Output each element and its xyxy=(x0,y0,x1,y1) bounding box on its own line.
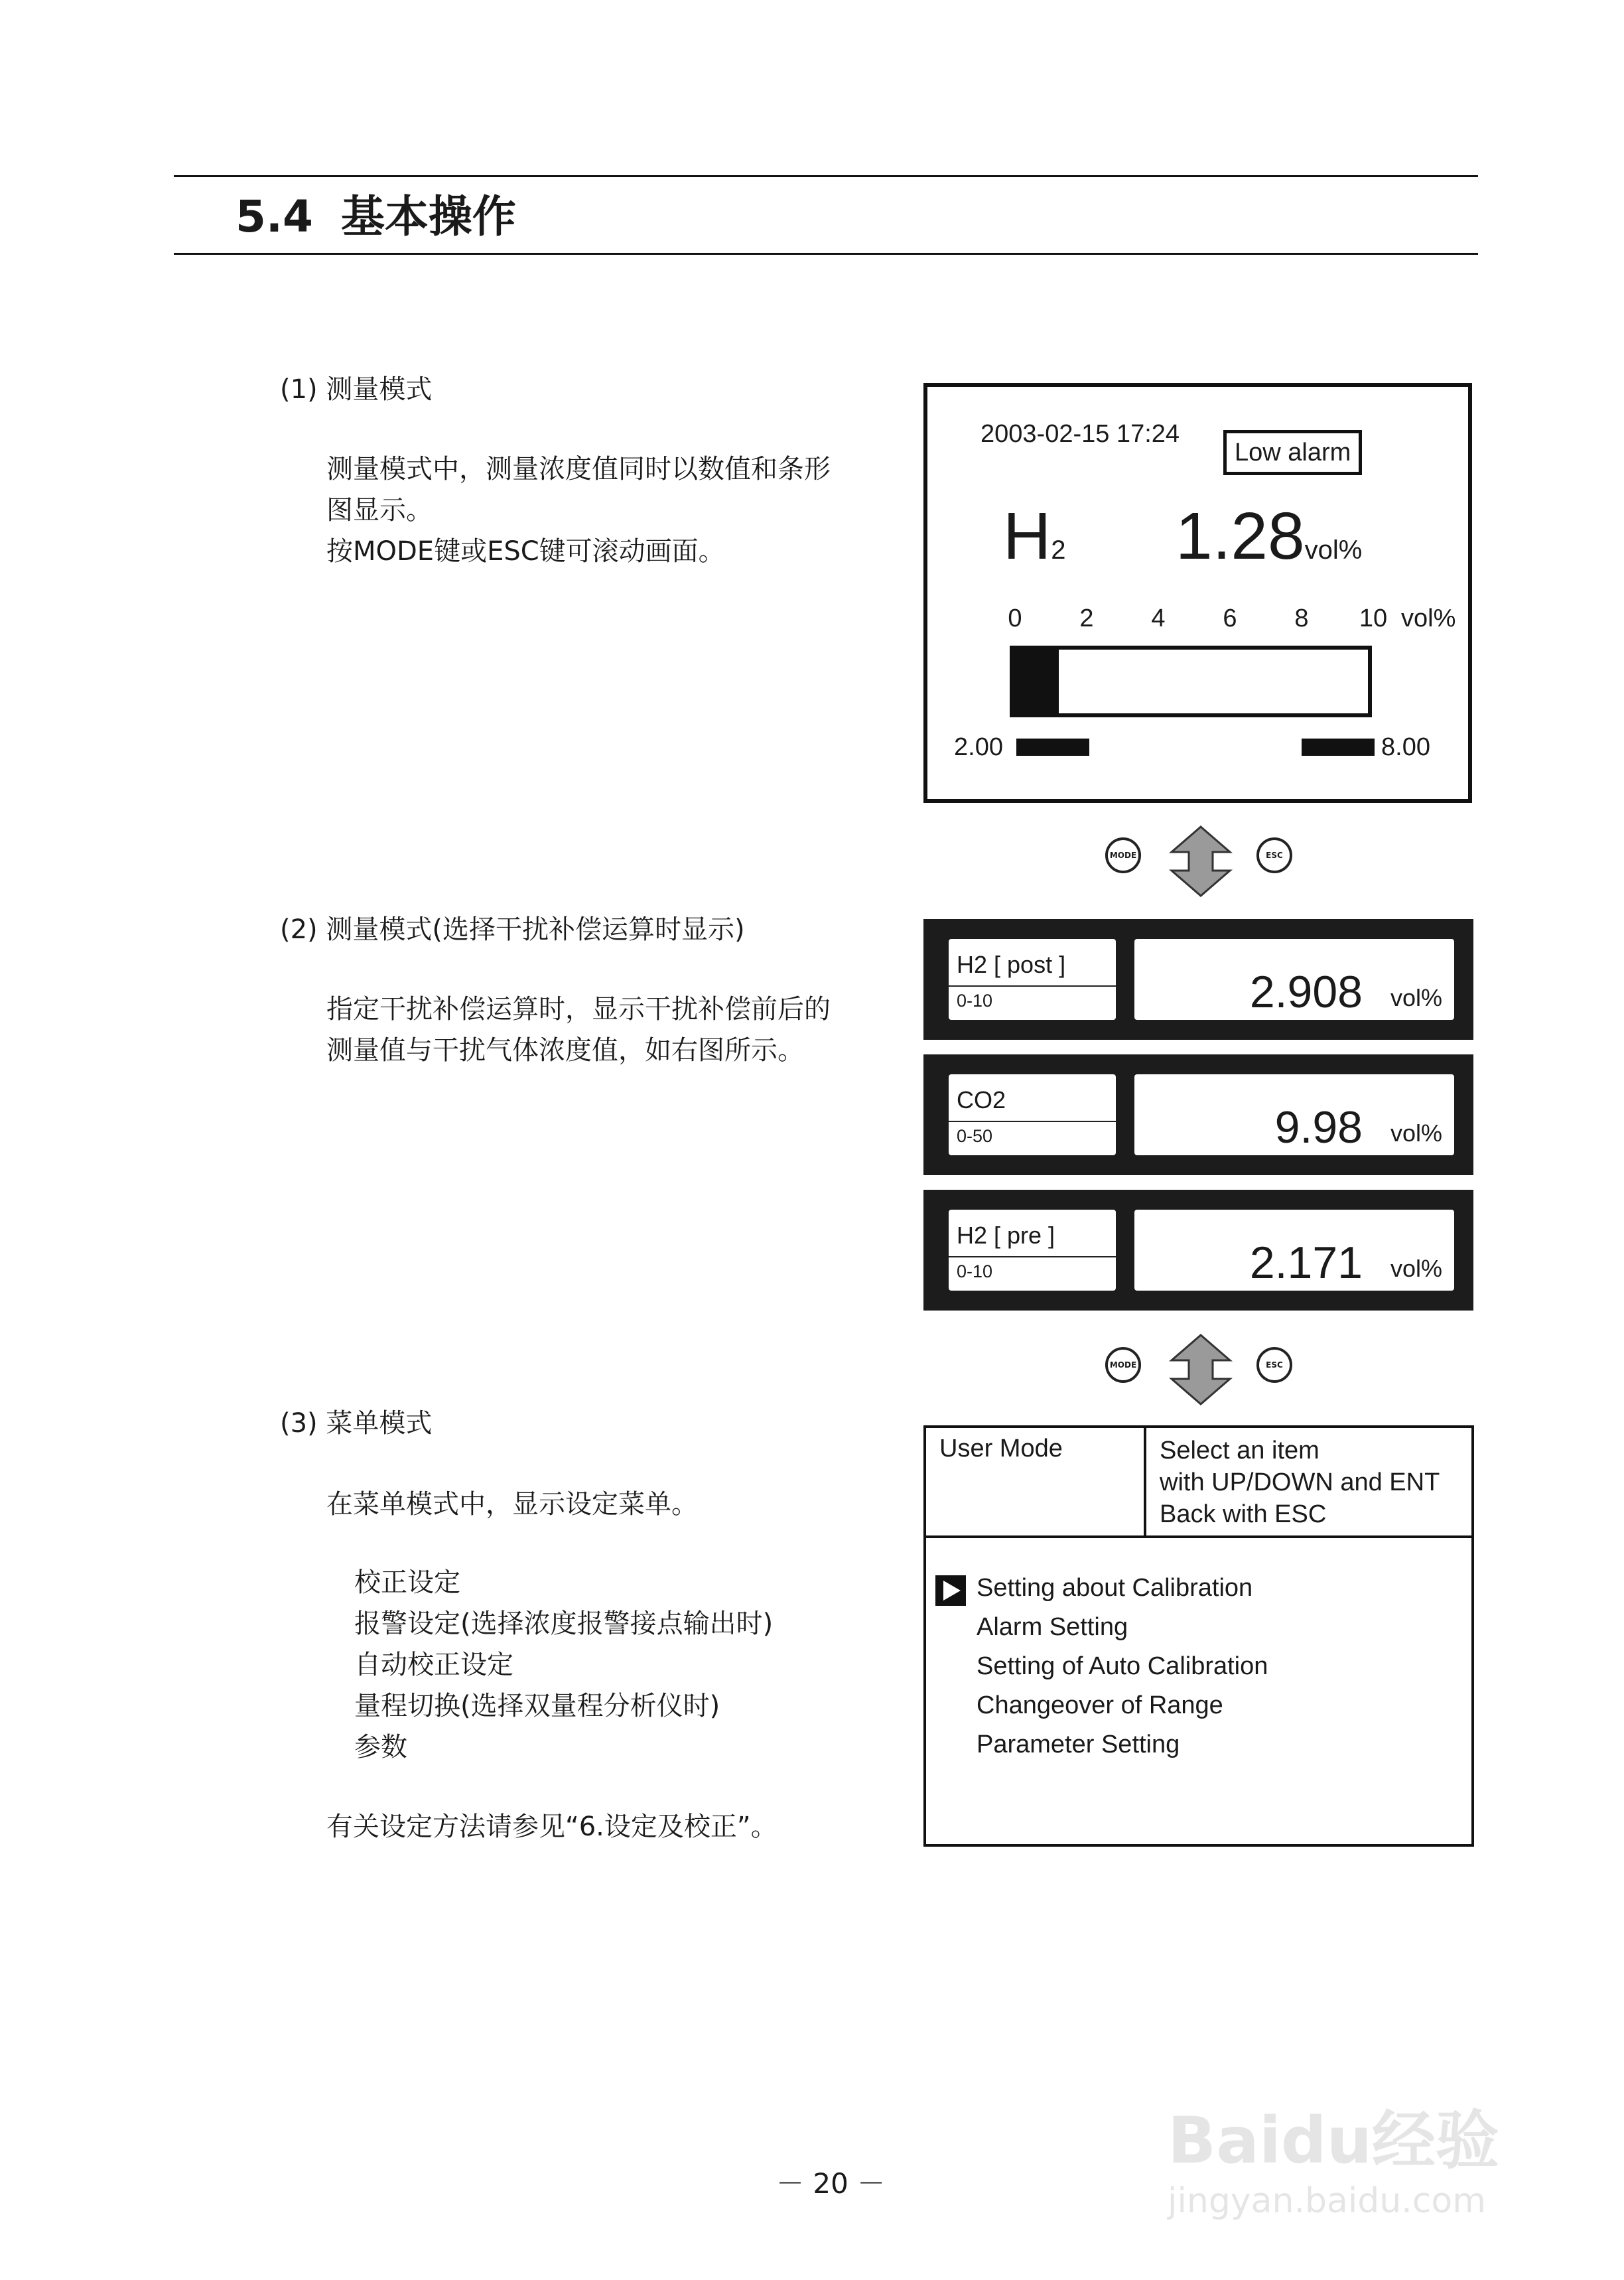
channel-panel-h2-pre xyxy=(923,1190,1473,1311)
scale-tick-label: 0 xyxy=(1008,605,1022,632)
scale-tick-label: 6 xyxy=(1223,605,1237,632)
section-3-intro: 在菜单模式中，显示设定菜单。 xyxy=(326,1489,698,1520)
divider xyxy=(949,985,1116,987)
channel-unit: vol% xyxy=(1390,1255,1442,1282)
header-bottom-rule xyxy=(174,253,1478,255)
section-3-item-list xyxy=(354,1562,773,1768)
esc-button[interactable]: ESC xyxy=(1256,837,1292,873)
menu-item-calibration[interactable]: Setting about Calibration xyxy=(977,1574,1253,1602)
divider xyxy=(949,1256,1116,1257)
low-alarm-marker xyxy=(1016,739,1089,756)
value-number: 1.28 xyxy=(1176,499,1305,573)
list-item: 报警设定(选择浓度报警接点输出时) xyxy=(354,1608,774,1639)
channel-value: 2.171 xyxy=(1249,1238,1363,1288)
high-alarm-marker xyxy=(1302,739,1375,756)
measurement-screen xyxy=(923,383,1472,803)
scale-tick-label: 4 xyxy=(1151,605,1166,632)
channel-name: H2 [ post ] xyxy=(957,951,1066,978)
high-alarm-label: 8.00 xyxy=(1381,733,1430,761)
menu-item-alarm[interactable]: Alarm Setting xyxy=(977,1613,1128,1641)
section-1-heading: (1) 测量模式 xyxy=(280,374,433,405)
list-item: 量程切换(选择双量程分析仪时) xyxy=(354,1691,720,1721)
mode-button[interactable]: MODE xyxy=(1105,1347,1141,1383)
page-number: － 20 － xyxy=(776,2167,886,2200)
alarm-status-badge: Low alarm xyxy=(1223,430,1362,475)
value-unit: vol% xyxy=(1304,535,1363,565)
watermark-url: jingyan.baidu.com xyxy=(1168,2181,1486,2221)
channel-value: 2.908 xyxy=(1249,967,1363,1017)
section-1-line: 按MODE键或ESC键可滚动画面。 xyxy=(326,536,725,567)
menu-item-auto-calibration[interactable]: Setting of Auto Calibration xyxy=(977,1652,1268,1680)
section-1-line: 测量模式中，测量浓度值同时以数值和条形 xyxy=(326,454,831,484)
channel-label-box xyxy=(949,1074,1116,1155)
section-3-note: 有关设定方法请参见“6.设定及校正”。 xyxy=(326,1812,778,1842)
selection-cursor-icon xyxy=(935,1575,966,1606)
gas-symbol: H xyxy=(1003,499,1051,573)
watermark xyxy=(1168,2090,1566,2263)
list-item: 校正设定 xyxy=(354,1567,460,1598)
section-title-text: 基本操作 xyxy=(340,191,516,242)
scale-tick-label: 2 xyxy=(1079,605,1094,632)
section-2-line: 指定干扰补偿运算时，显示干扰补偿前后的 xyxy=(326,994,831,1025)
datetime-readout: 2003-02-15 17:24 xyxy=(981,420,1180,448)
scale-tick-label: 8 xyxy=(1294,605,1309,632)
mode-label: User Mode xyxy=(939,1435,1063,1462)
section-2-line: 测量值与干扰气体浓度值，如右图所示。 xyxy=(326,1035,804,1066)
menu-screen xyxy=(923,1425,1474,1847)
section-title xyxy=(236,187,516,247)
channel-range: 0-10 xyxy=(957,991,993,1011)
section-2-heading: (2) 测量模式(选择干扰补偿运算时显示) xyxy=(280,914,745,945)
menu-item-parameter[interactable]: Parameter Setting xyxy=(977,1731,1180,1758)
bar-graph-fill xyxy=(1014,650,1059,713)
watermark-brand: Baidu经验 xyxy=(1168,2103,1499,2178)
section-1-line: 图显示。 xyxy=(326,495,433,526)
low-alarm-label: 2.00 xyxy=(954,733,1003,761)
scale-unit: vol% xyxy=(1401,605,1456,632)
section-1-body xyxy=(326,449,831,572)
header-bottom-divider xyxy=(926,1535,1471,1538)
bar-graph xyxy=(1010,646,1372,717)
channel-range: 0-10 xyxy=(957,1261,993,1281)
channel-panel-h2-post xyxy=(923,919,1473,1040)
header-divider xyxy=(1144,1428,1146,1537)
channel-name: CO2 xyxy=(957,1086,1006,1113)
list-item: 自动校正设定 xyxy=(354,1650,513,1680)
channel-label-box xyxy=(949,1210,1116,1291)
channel-panel-co2 xyxy=(923,1054,1473,1175)
channel-value: 9.98 xyxy=(1274,1102,1363,1153)
concentration-value xyxy=(1176,500,1362,587)
header-top-rule xyxy=(174,175,1478,177)
channel-value-box xyxy=(1134,939,1454,1020)
mode-button[interactable]: MODE xyxy=(1105,837,1141,873)
instructions xyxy=(1160,1435,1440,1530)
menu-item-range[interactable]: Changeover of Range xyxy=(977,1691,1223,1719)
up-down-arrow-icon xyxy=(1169,1334,1233,1405)
channel-unit: vol% xyxy=(1390,1119,1442,1147)
divider xyxy=(949,1121,1116,1122)
channel-label-box xyxy=(949,939,1116,1020)
channel-range: 0-50 xyxy=(957,1126,993,1146)
gas-name xyxy=(1003,500,1065,587)
instruction-line: Select an item xyxy=(1160,1437,1320,1464)
channel-value-box xyxy=(1134,1210,1454,1291)
instruction-line: Back with ESC xyxy=(1160,1500,1327,1528)
gas-subscript: 2 xyxy=(1051,535,1066,565)
channel-name: H2 [ pre ] xyxy=(957,1222,1055,1249)
instruction-line: with UP/DOWN and ENT xyxy=(1160,1468,1440,1496)
list-item: 参数 xyxy=(354,1732,407,1762)
section-number: 5.4 xyxy=(236,191,313,242)
section-2-body xyxy=(326,989,831,1071)
scale-tick-label: 10 xyxy=(1359,605,1388,632)
channel-value-box xyxy=(1134,1074,1454,1155)
channel-unit: vol% xyxy=(1390,984,1442,1011)
esc-button[interactable]: ESC xyxy=(1256,1347,1292,1383)
section-3-heading: (3) 菜单模式 xyxy=(280,1408,433,1439)
up-down-arrow-icon xyxy=(1169,825,1233,897)
